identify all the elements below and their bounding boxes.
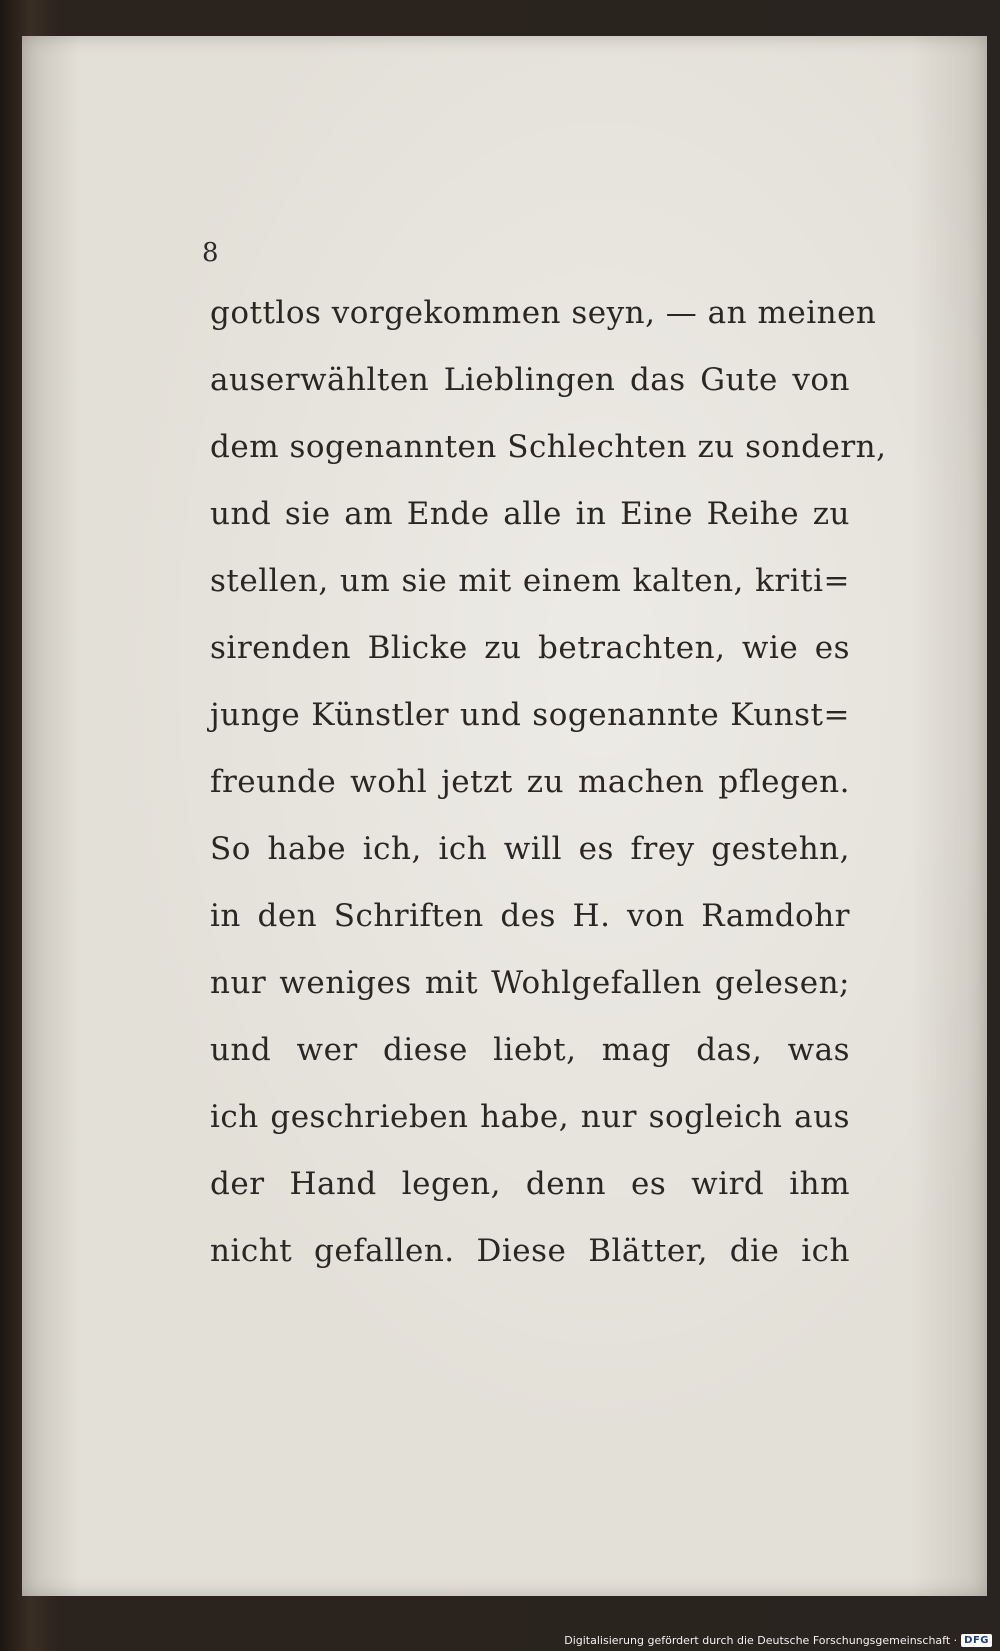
text-line: auserwählten Lieblingen das Gute von	[210, 362, 850, 398]
dfg-logo-icon: DFG	[961, 1634, 992, 1647]
text-line: nicht gefallen. Diese Blätter, die ich	[210, 1233, 850, 1269]
page-number: 8	[202, 238, 219, 268]
text-line: gottlos vorgekommen seyn, — an meinen	[210, 295, 877, 331]
text-line: freunde wohl jetzt zu machen pflegen.	[210, 764, 850, 800]
body-text	[210, 280, 887, 1285]
text-line: und wer diese liebt, mag das, was	[210, 1032, 850, 1068]
digitization-credit	[564, 1634, 992, 1647]
credit-text: Digitalisierung gefördert durch die Deutsche Forschungsgemeinschaft ·	[564, 1634, 958, 1647]
text-line: sirenden Blicke zu betrachten, wie es	[210, 630, 850, 666]
text-line: dem sogenannten Schlechten zu sondern,	[210, 429, 887, 465]
text-line: ich geschrieben habe, nur sogleich aus	[210, 1099, 850, 1135]
text-line: und sie am Ende alle in Eine Reihe zu	[210, 496, 850, 532]
text-line: stellen, um sie mit einem kalten, kriti=	[210, 563, 850, 599]
text-line: nur weniges mit Wohlgefallen gelesen;	[210, 965, 850, 1001]
text-line: der Hand legen, denn es wird ihm	[210, 1166, 850, 1202]
text-line: junge Künstler und sogenannte Kunst=	[210, 697, 850, 733]
text-line: So habe ich, ich will es frey gestehn,	[210, 831, 850, 867]
text-line: in den Schriften des H. von Ramdohr	[210, 898, 850, 934]
